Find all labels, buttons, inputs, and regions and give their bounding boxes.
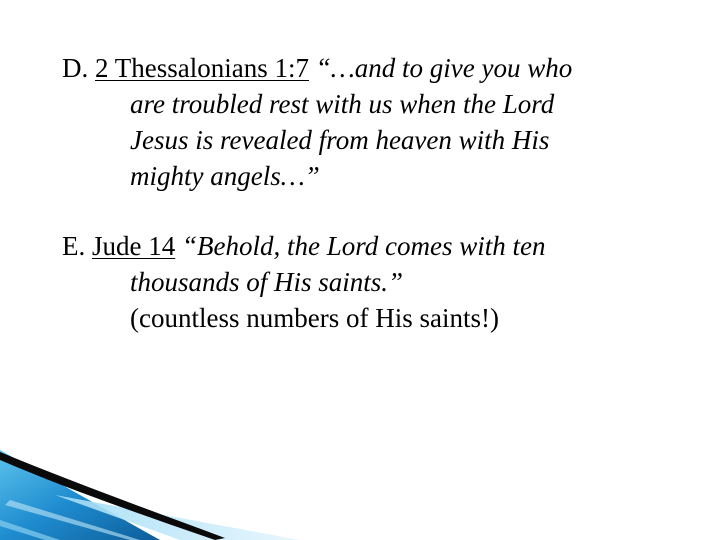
item-d-first-line [62,50,702,86]
item-d-reference: 2 Thessalonians 1:7 [95,53,309,83]
item-d-quote-line-1: “…and to give you who [315,53,573,83]
scripture-item-d [62,50,702,194]
corner-swoosh-decoration [0,450,300,540]
item-d-quote-line-2: are troubled rest with us when the Lord [130,89,555,119]
item-e-note: (countless numbers of His saints!) [130,303,499,333]
item-d-quote-line-3: Jesus is revealed from heaven with His [130,125,550,155]
item-e-quote-line-2: thousands of His saints.” [130,267,404,297]
item-e-label: E. [62,231,86,261]
item-d-label: D. [62,53,89,83]
item-d-quote-line-4: mighty angels…” [130,161,320,191]
item-e-quote-line-1: “Behold, the Lord comes with ten [182,231,546,261]
item-e-reference: Jude 14 [92,231,176,261]
scripture-item-e [62,228,702,336]
item-e-first-line [62,228,702,264]
slide-content [62,50,702,336]
